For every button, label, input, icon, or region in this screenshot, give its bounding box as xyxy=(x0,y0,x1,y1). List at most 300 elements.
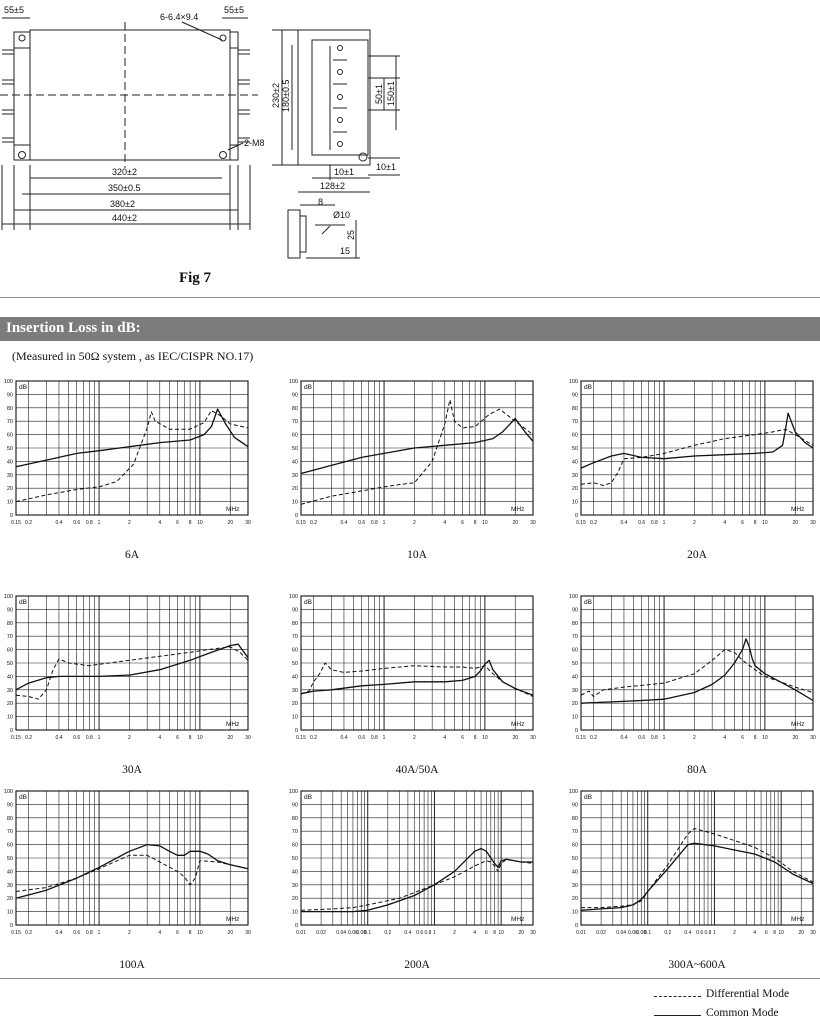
x-tick-label: 2 xyxy=(128,930,131,936)
plot-svg xyxy=(285,375,537,531)
dim-label: 128±2 xyxy=(320,181,345,191)
x-tick-label: 8 xyxy=(188,520,192,526)
y-tick-label: 50 xyxy=(6,856,13,862)
solid-line-swatch xyxy=(654,1015,701,1016)
divider xyxy=(0,978,820,979)
x-tick-label: 4 xyxy=(443,735,447,741)
x-tick-label: 2 xyxy=(128,520,131,526)
y-tick-label: 0 xyxy=(9,923,13,929)
y-tick-label: 50 xyxy=(571,661,578,667)
x-tick-label: 30 xyxy=(245,930,251,936)
x-tick-label: 8 xyxy=(753,520,757,526)
legend-label: Differential Mode xyxy=(706,988,790,1000)
plot-svg xyxy=(0,785,252,941)
differential-mode-line xyxy=(16,855,248,891)
x-tick-label: 0.2 xyxy=(25,520,33,526)
y-tick-label: 0 xyxy=(574,923,578,929)
x-tick-label: 0.15 xyxy=(11,520,21,526)
y-tick-label: 80 xyxy=(6,405,13,412)
y-tick-label: 70 xyxy=(291,634,298,641)
unit-label-db: dB xyxy=(304,384,312,391)
x-tick-label: 0.6 xyxy=(638,735,646,741)
plot-title: 300A~600A xyxy=(668,959,726,971)
y-tick-label: 0 xyxy=(9,513,13,519)
plot-svg xyxy=(0,375,252,531)
y-tick-label: 70 xyxy=(571,634,578,641)
x-tick-label: 4 xyxy=(158,735,162,741)
x-tick-label: 20 xyxy=(227,520,234,526)
y-tick-label: 40 xyxy=(571,869,578,876)
x-tick-label: 2 xyxy=(413,520,416,526)
x-tick-label: 0.15 xyxy=(11,930,21,936)
section-subtitle: (Measured in 50Ω system , as IEC/CISPR NO.17) xyxy=(12,349,254,363)
unit-label-mhz: MHz xyxy=(511,506,525,513)
x-tick-label: 6 xyxy=(176,735,179,741)
y-tick-label: 30 xyxy=(6,472,13,479)
y-tick-label: 50 xyxy=(6,446,13,452)
y-tick-label: 90 xyxy=(6,392,13,399)
x-tick-label: 10 xyxy=(498,930,504,936)
x-tick-label: 30 xyxy=(810,735,816,741)
plot-title: 6A xyxy=(124,549,140,561)
y-tick-label: 60 xyxy=(571,432,578,439)
y-tick-label: 20 xyxy=(291,896,298,903)
x-tick-label: 0.6 xyxy=(638,520,646,526)
y-tick-label: 100 xyxy=(288,789,298,795)
dim-label: 55±5 xyxy=(4,5,24,15)
y-tick-label: 20 xyxy=(6,701,13,708)
x-tick-label: 0.01 xyxy=(296,930,306,936)
y-tick-label: 10 xyxy=(571,714,578,721)
y-tick-label: 70 xyxy=(6,829,13,836)
y-tick-label: 10 xyxy=(6,909,13,916)
x-tick-label: 0.1 xyxy=(644,930,652,936)
y-tick-label: 60 xyxy=(291,842,298,849)
common-mode-line xyxy=(16,409,248,467)
unit-label-db: dB xyxy=(304,794,312,801)
x-tick-label: 0.04 xyxy=(616,930,627,936)
x-tick-label: 0.2 xyxy=(25,735,33,741)
y-tick-label: 90 xyxy=(571,392,578,399)
x-tick-label: 0.6 xyxy=(73,520,81,526)
differential-mode-line xyxy=(581,650,813,697)
x-tick-label: 6 xyxy=(741,520,744,526)
x-tick-label: 0.2 xyxy=(310,520,318,526)
y-tick-label: 10 xyxy=(6,714,13,721)
y-tick-label: 70 xyxy=(571,829,578,836)
x-tick-label: 0.6 xyxy=(358,735,366,741)
x-tick-label: 6 xyxy=(176,930,179,936)
x-tick-label: 0.1 xyxy=(364,930,372,936)
y-tick-label: 60 xyxy=(291,432,298,439)
dim-label: 10±1 xyxy=(376,162,396,172)
unit-label-mhz: MHz xyxy=(511,721,525,728)
x-tick-label: 0.4 xyxy=(340,520,348,526)
x-tick-label: 0.2 xyxy=(25,930,33,936)
x-tick-label: 0.15 xyxy=(576,520,586,526)
x-tick-label: 8 xyxy=(493,930,497,936)
plot-svg xyxy=(285,590,537,746)
y-tick-label: 90 xyxy=(291,607,298,614)
x-tick-label: 4 xyxy=(753,930,757,936)
x-tick-label: 0.2 xyxy=(590,735,598,741)
x-tick-label: 20 xyxy=(512,520,519,526)
dim-label: 10±1 xyxy=(334,167,354,177)
x-tick-label: 0.6 xyxy=(416,930,424,936)
divider xyxy=(0,297,820,298)
x-tick-label: 6 xyxy=(741,735,744,741)
y-tick-label: 30 xyxy=(6,882,13,889)
plot-title: 20A xyxy=(687,549,707,561)
unit-label-db: dB xyxy=(584,384,592,391)
y-tick-label: 40 xyxy=(571,674,578,681)
x-tick-label: 20 xyxy=(792,520,799,526)
plot-svg xyxy=(565,590,817,746)
y-tick-label: 80 xyxy=(571,815,578,822)
x-tick-label: 8 xyxy=(753,735,757,741)
y-tick-label: 90 xyxy=(571,802,578,809)
insertion-loss-plot xyxy=(0,590,252,746)
y-tick-label: 70 xyxy=(6,634,13,641)
x-tick-label: 0.2 xyxy=(664,930,672,936)
x-tick-label: 8 xyxy=(773,930,777,936)
y-tick-label: 10 xyxy=(291,499,298,506)
y-tick-label: 80 xyxy=(571,620,578,627)
y-tick-label: 60 xyxy=(291,647,298,654)
x-tick-label: 10 xyxy=(762,520,768,526)
x-tick-label: 8 xyxy=(473,520,477,526)
y-tick-label: 30 xyxy=(571,687,578,694)
y-tick-label: 70 xyxy=(291,419,298,426)
x-tick-label: 1 xyxy=(433,930,436,936)
dim-label: 180±0.5 xyxy=(281,79,291,112)
x-tick-label: 0.04 xyxy=(336,930,347,936)
unit-label-db: dB xyxy=(19,794,27,801)
y-tick-label: 0 xyxy=(294,513,298,519)
x-tick-label: 0.4 xyxy=(404,930,412,936)
x-tick-label: 0.6 xyxy=(73,930,81,936)
y-tick-label: 30 xyxy=(291,472,298,479)
y-tick-label: 80 xyxy=(6,620,13,627)
y-tick-label: 20 xyxy=(6,896,13,903)
y-tick-label: 10 xyxy=(291,909,298,916)
x-tick-label: 0.08 xyxy=(636,930,647,936)
x-tick-label: 0.01 xyxy=(576,930,586,936)
dim-label: 320±2 xyxy=(112,167,137,177)
y-tick-label: 50 xyxy=(291,661,298,667)
x-tick-label: 2 xyxy=(733,930,736,936)
x-tick-label: 0.15 xyxy=(296,520,306,526)
insertion-loss-plot xyxy=(285,785,537,941)
x-tick-label: 0.02 xyxy=(596,930,606,936)
y-tick-label: 80 xyxy=(291,405,298,412)
x-tick-label: 8 xyxy=(473,735,477,741)
y-tick-label: 90 xyxy=(291,802,298,809)
unit-label-db: dB xyxy=(19,599,27,606)
plot-svg xyxy=(565,785,817,941)
y-tick-label: 20 xyxy=(291,486,298,493)
y-tick-label: 50 xyxy=(291,446,298,452)
x-tick-label: 8 xyxy=(188,735,192,741)
unit-label-mhz: MHz xyxy=(226,506,240,513)
common-mode-line xyxy=(301,419,533,474)
x-tick-label: 1 xyxy=(97,520,101,526)
x-tick-label: 6 xyxy=(461,520,464,526)
x-tick-label: 10 xyxy=(197,520,203,526)
x-tick-label: 0.08 xyxy=(356,930,367,936)
dim-label: 6-6.4×9.4 xyxy=(160,12,199,22)
x-tick-label: 20 xyxy=(227,930,234,936)
x-tick-label: 1 xyxy=(382,520,386,526)
y-tick-label: 70 xyxy=(6,419,13,426)
mechanical-drawing xyxy=(0,0,820,270)
x-tick-label: 0.15 xyxy=(576,735,586,741)
x-tick-label: 30 xyxy=(530,930,536,936)
x-tick-label: 0.8 xyxy=(650,735,658,741)
y-tick-label: 40 xyxy=(571,459,578,466)
unit-label-db: dB xyxy=(19,384,27,391)
y-tick-label: 70 xyxy=(291,829,298,836)
x-tick-label: 0.2 xyxy=(384,930,392,936)
x-tick-label: 6 xyxy=(176,520,179,526)
section-title: Insertion Loss in dB: xyxy=(6,320,141,336)
dim-label: 150±1 xyxy=(386,81,396,106)
y-tick-label: 60 xyxy=(6,647,13,654)
y-tick-label: 70 xyxy=(571,419,578,426)
dim-label: Ø10 xyxy=(333,210,351,220)
plot-title: 10A xyxy=(407,549,427,561)
x-tick-label: 4 xyxy=(158,520,162,526)
legend xyxy=(654,988,814,1026)
x-tick-label: 10 xyxy=(482,735,488,741)
x-tick-label: 20 xyxy=(798,930,805,936)
x-tick-label: 20 xyxy=(518,930,525,936)
unit-label-mhz: MHz xyxy=(226,916,240,923)
y-tick-label: 80 xyxy=(291,620,298,627)
unit-label-db: dB xyxy=(304,599,312,606)
x-tick-label: 6 xyxy=(484,930,488,936)
x-tick-label: 30 xyxy=(810,930,816,936)
insertion-loss-plot xyxy=(285,590,537,746)
x-tick-label: 0.8 xyxy=(85,520,93,526)
x-tick-label: 6 xyxy=(764,930,768,936)
dim-label: 50±1 xyxy=(374,84,384,104)
x-tick-label: 0.4 xyxy=(340,735,348,741)
x-tick-label: 10 xyxy=(778,930,784,936)
x-tick-label: 4 xyxy=(723,735,727,741)
plot-svg xyxy=(285,785,537,941)
x-tick-label: 30 xyxy=(530,735,536,741)
x-tick-label: 1 xyxy=(662,735,666,741)
dim-label: 8 xyxy=(318,197,324,207)
plot-svg xyxy=(0,590,252,746)
x-tick-label: 0.4 xyxy=(55,735,63,741)
x-tick-label: 4 xyxy=(443,520,447,526)
y-tick-label: 80 xyxy=(6,815,13,822)
unit-label-db: dB xyxy=(584,794,592,801)
plot-title: 200A xyxy=(404,959,430,971)
dim-label: 380±2 xyxy=(110,199,135,209)
x-tick-label: 2 xyxy=(693,520,696,526)
y-tick-label: 10 xyxy=(571,909,578,916)
x-tick-label: 10 xyxy=(762,735,768,741)
x-tick-label: 1 xyxy=(382,735,386,741)
x-tick-label: 0.4 xyxy=(684,930,692,936)
x-tick-label: 0.6 xyxy=(73,735,81,741)
common-mode-line xyxy=(581,639,813,703)
x-tick-label: 0.2 xyxy=(310,735,318,741)
dim-label: 440±2 xyxy=(112,213,137,223)
x-tick-label: 30 xyxy=(245,735,251,741)
y-tick-label: 60 xyxy=(571,842,578,849)
legend-item-differential xyxy=(654,988,814,1007)
insertion-loss-plot xyxy=(0,375,252,531)
insertion-loss-plot xyxy=(0,785,252,941)
plot-title: 100A xyxy=(119,959,145,971)
x-tick-label: 0.8 xyxy=(424,930,432,936)
x-tick-label: 0.8 xyxy=(85,930,93,936)
y-tick-label: 80 xyxy=(291,815,298,822)
dim-label: 230±2 xyxy=(271,83,281,108)
x-tick-label: 1 xyxy=(97,735,101,741)
x-tick-label: 30 xyxy=(810,520,816,526)
x-tick-label: 1 xyxy=(662,520,666,526)
y-tick-label: 50 xyxy=(291,856,298,862)
unit-label-mhz: MHz xyxy=(791,916,805,923)
x-tick-label: 0.4 xyxy=(55,930,63,936)
x-tick-label: 1 xyxy=(713,930,716,936)
y-tick-label: 0 xyxy=(294,923,298,929)
x-tick-label: 2 xyxy=(453,930,456,936)
x-tick-label: 30 xyxy=(530,520,536,526)
x-tick-label: 20 xyxy=(512,735,519,741)
y-tick-label: 100 xyxy=(568,789,578,795)
y-tick-label: 50 xyxy=(6,661,13,667)
x-tick-label: 4 xyxy=(723,520,727,526)
y-tick-label: 90 xyxy=(6,607,13,614)
y-tick-label: 90 xyxy=(291,392,298,399)
unit-label-mhz: MHz xyxy=(791,506,805,513)
x-tick-label: 0.4 xyxy=(620,735,628,741)
section-banner xyxy=(0,317,820,341)
x-tick-label: 6 xyxy=(461,735,464,741)
unit-label-mhz: MHz xyxy=(791,721,805,728)
y-tick-label: 30 xyxy=(291,882,298,889)
plot-svg xyxy=(565,375,817,531)
y-tick-label: 40 xyxy=(6,459,13,466)
y-tick-label: 30 xyxy=(6,687,13,694)
dim-label: 2-M8 xyxy=(244,138,265,148)
x-tick-label: 10 xyxy=(482,520,488,526)
x-tick-label: 0.4 xyxy=(55,520,63,526)
y-tick-label: 10 xyxy=(6,499,13,506)
legend-label: Common Mode xyxy=(706,1007,779,1019)
x-tick-label: 20 xyxy=(792,735,799,741)
y-tick-label: 30 xyxy=(291,687,298,694)
x-tick-label: 2 xyxy=(128,735,131,741)
unit-label-db: dB xyxy=(584,599,592,606)
figure-caption: Fig 7 xyxy=(178,270,212,286)
x-tick-label: 2 xyxy=(693,735,696,741)
y-tick-label: 20 xyxy=(6,486,13,493)
y-tick-label: 100 xyxy=(3,594,13,600)
legend-item-common xyxy=(654,1007,814,1026)
common-mode-line xyxy=(16,644,248,690)
y-tick-label: 0 xyxy=(574,513,578,519)
x-tick-label: 0.15 xyxy=(296,735,306,741)
plot-title: 80A xyxy=(687,764,707,776)
x-tick-label: 0.6 xyxy=(696,930,704,936)
y-tick-label: 40 xyxy=(6,674,13,681)
unit-label-mhz: MHz xyxy=(226,721,240,728)
x-tick-label: 0.8 xyxy=(704,930,712,936)
x-tick-label: 0.2 xyxy=(590,520,598,526)
x-tick-label: 0.8 xyxy=(370,520,378,526)
differential-mode-line xyxy=(301,663,533,697)
y-tick-label: 100 xyxy=(288,379,298,385)
y-tick-label: 80 xyxy=(571,405,578,412)
differential-mode-line xyxy=(581,429,813,485)
insertion-loss-plot xyxy=(565,375,817,531)
y-tick-label: 60 xyxy=(6,432,13,439)
y-tick-label: 100 xyxy=(568,379,578,385)
x-tick-label: 30 xyxy=(245,520,251,526)
x-tick-label: 4 xyxy=(158,930,162,936)
x-tick-label: 1 xyxy=(97,930,101,936)
y-tick-label: 40 xyxy=(291,869,298,876)
x-tick-label: 0.02 xyxy=(316,930,326,936)
y-tick-label: 90 xyxy=(6,802,13,809)
dim-label: 55±5 xyxy=(224,5,244,15)
y-tick-label: 50 xyxy=(571,856,578,862)
y-tick-label: 60 xyxy=(571,647,578,654)
x-tick-label: 4 xyxy=(473,930,477,936)
y-tick-label: 20 xyxy=(571,701,578,708)
dim-label: 350±0.5 xyxy=(108,183,141,193)
y-tick-label: 100 xyxy=(288,594,298,600)
y-tick-label: 10 xyxy=(571,499,578,506)
x-tick-label: 0.15 xyxy=(11,735,21,741)
x-tick-label: 20 xyxy=(227,735,234,741)
unit-label-mhz: MHz xyxy=(511,916,525,923)
x-tick-label: 0.8 xyxy=(85,735,93,741)
x-tick-label: 10 xyxy=(197,930,203,936)
plot-title: 30A xyxy=(122,764,142,776)
x-tick-label: 0.8 xyxy=(650,520,658,526)
dim-label: 15 xyxy=(340,246,351,256)
y-tick-label: 30 xyxy=(571,882,578,889)
x-tick-label: 0.06 xyxy=(348,930,358,936)
y-tick-label: 40 xyxy=(291,674,298,681)
dim-label: 25 xyxy=(346,229,356,240)
y-tick-label: 40 xyxy=(6,869,13,876)
y-tick-label: 0 xyxy=(574,728,578,734)
y-tick-label: 50 xyxy=(571,446,578,452)
y-tick-label: 30 xyxy=(571,472,578,479)
x-tick-label: 10 xyxy=(197,735,203,741)
differential-mode-line xyxy=(301,400,533,505)
y-tick-label: 0 xyxy=(294,728,298,734)
x-tick-label: 0.6 xyxy=(358,520,366,526)
x-tick-label: 0.4 xyxy=(620,520,628,526)
x-tick-label: 0.8 xyxy=(370,735,378,741)
y-tick-label: 20 xyxy=(571,486,578,493)
y-tick-label: 0 xyxy=(9,728,13,734)
y-tick-label: 100 xyxy=(3,379,13,385)
y-tick-label: 60 xyxy=(6,842,13,849)
dashed-line-swatch xyxy=(654,996,701,997)
x-tick-label: 8 xyxy=(188,930,192,936)
